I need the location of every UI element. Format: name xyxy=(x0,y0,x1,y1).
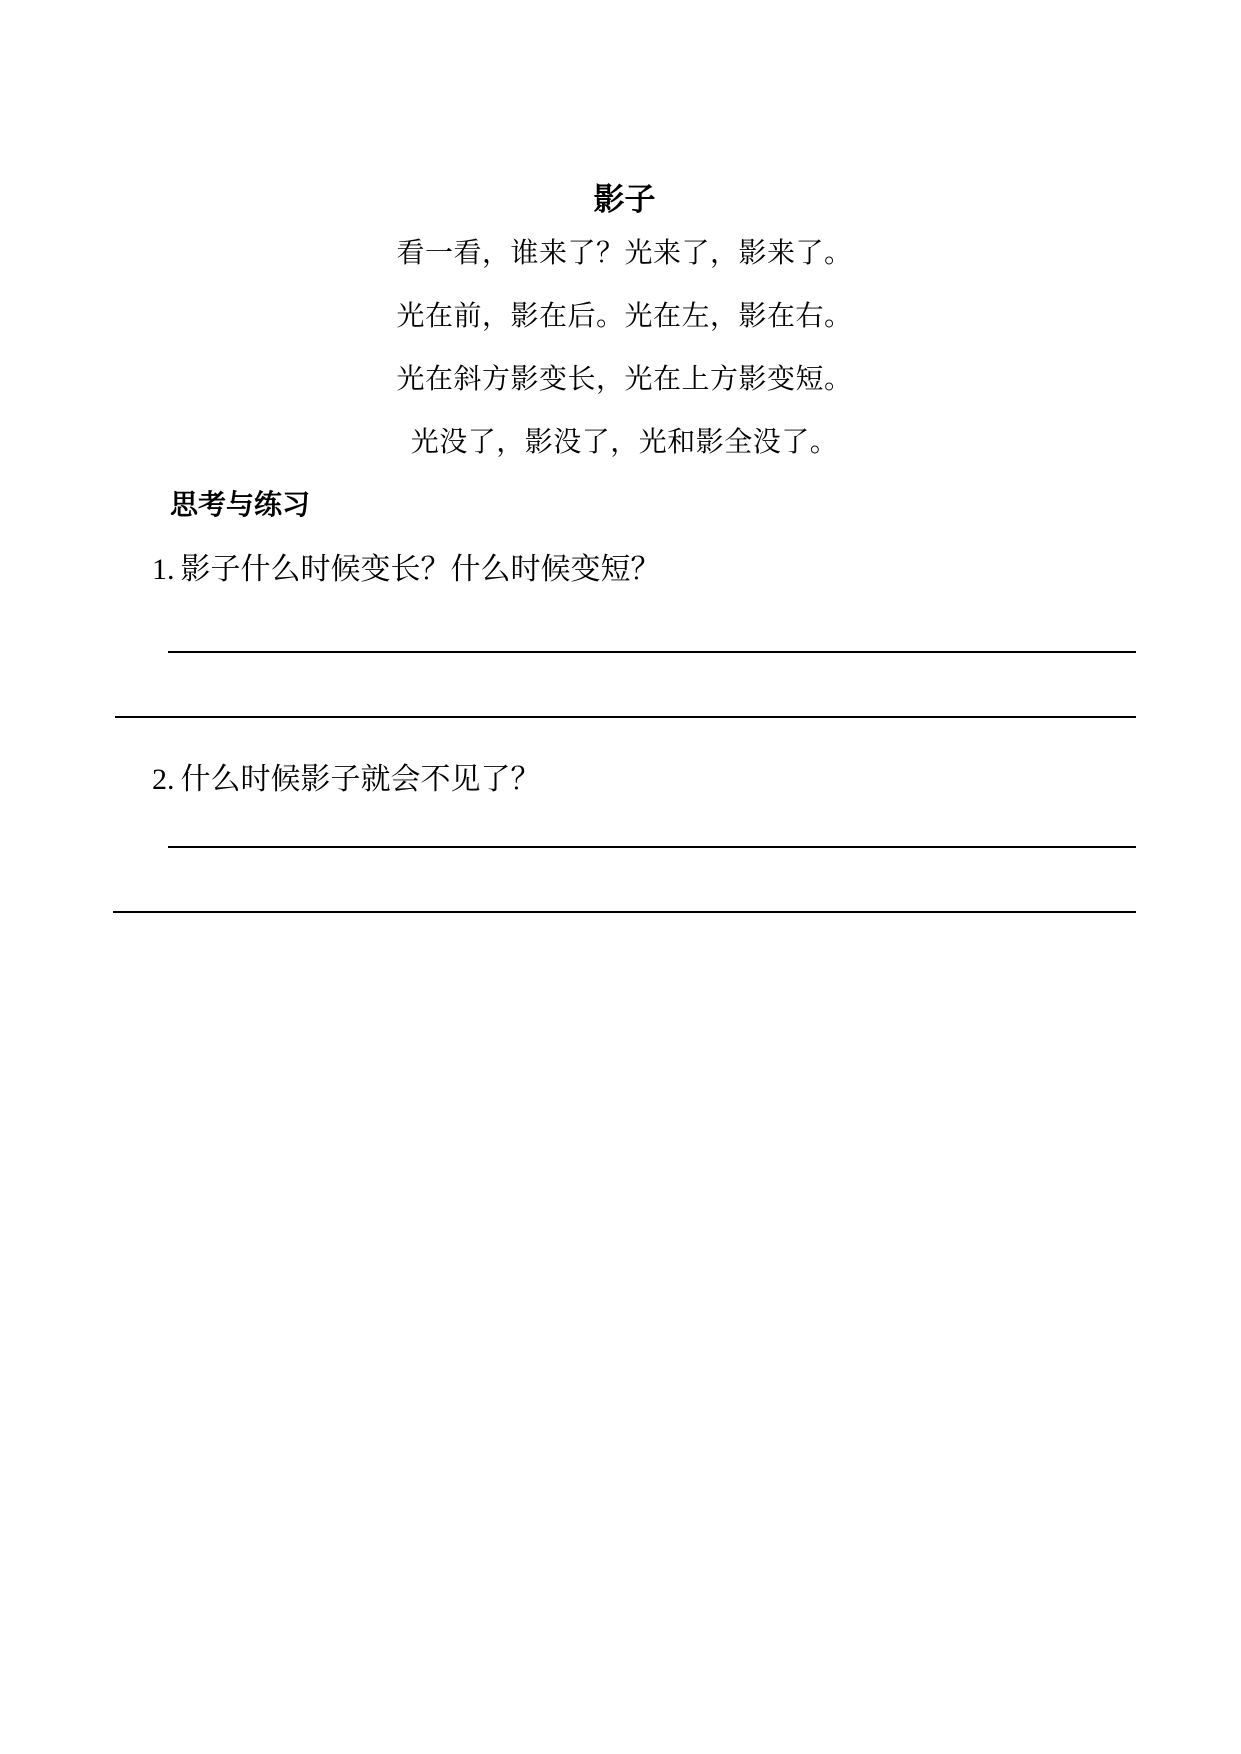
answer-line-q2-first xyxy=(168,846,1136,848)
poem-line: 看一看，谁来了？光来了，影来了。 xyxy=(396,238,853,269)
poem-line: 光没了，影没了，光和影全没了。 xyxy=(410,427,839,458)
answer-line-q2-second xyxy=(113,911,1136,913)
answer-line-q1-second xyxy=(115,716,1136,718)
question-1-text: 影子什么时候变长？什么时候变短？ xyxy=(180,553,661,586)
question-1 xyxy=(152,551,661,589)
exercise-heading: 思考与练习 xyxy=(170,489,311,520)
poem-line: 光在前，影在后。光在左，影在右。 xyxy=(396,301,853,332)
question-1-number: 1. xyxy=(152,553,175,586)
question-2-text: 什么时候影子就会不见了？ xyxy=(180,763,541,796)
page-title: 影子 xyxy=(593,181,656,217)
poem-line: 光在斜方影变长，光在上方影变短。 xyxy=(396,364,853,395)
poem-block xyxy=(113,222,1136,474)
question-2 xyxy=(152,761,541,799)
question-2-number: 2. xyxy=(152,763,175,796)
answer-line-q1-first xyxy=(168,651,1136,653)
